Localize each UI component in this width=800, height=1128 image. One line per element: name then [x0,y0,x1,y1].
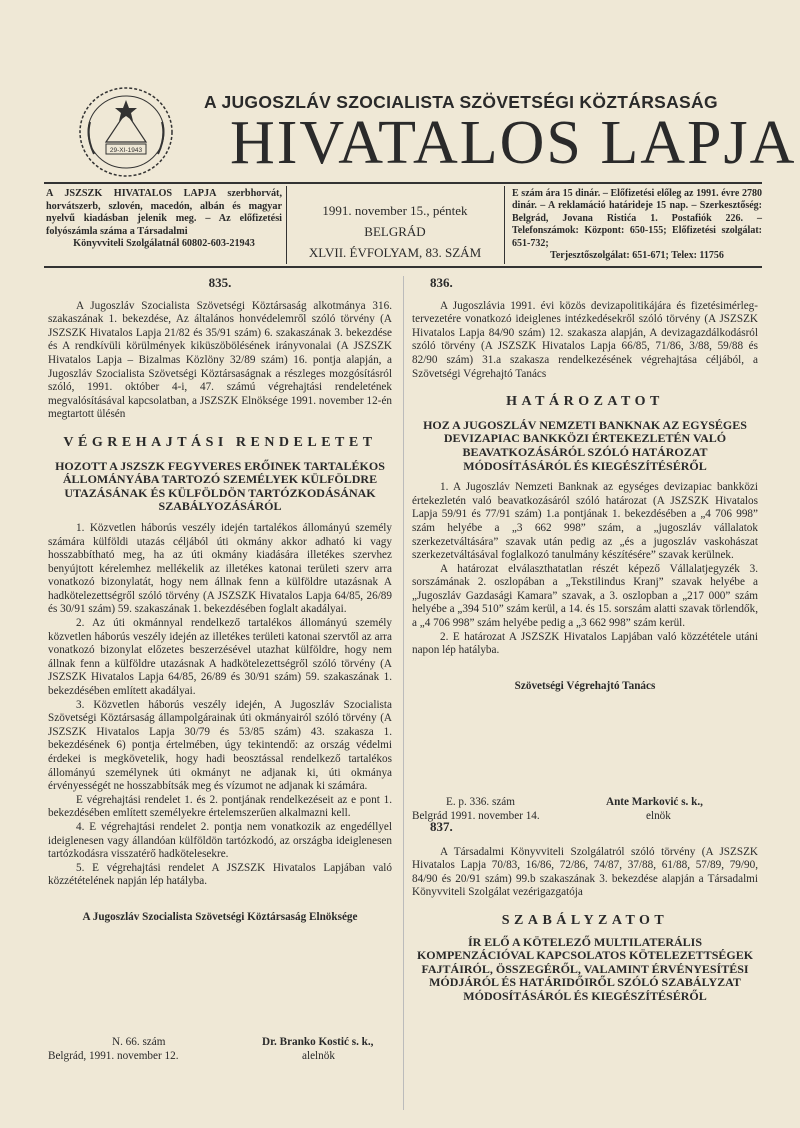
price-info [512,188,762,262]
act-836-point-1: 1. A Jugoszláv Nemzeti Banknak az egységes devizapiac bankközi értekezletén való beavatkozásáról szóló határozat (A JSZSZK Hivatalos Lapja 59/91 és 77/91 szám) 1.a pontjának 1. bekezdésében a „4 706 998” szám helyébe a „3 662 998” szám, a „jugoszláv vállalatok szerkezetváltására” szavak után pedig az „és a jugoszláv vaskohászat szerkezetváltásával foglalkozó tanulmány készítésére” szavak kerülnek. [412,481,758,562]
act-835-point-1: 1. Közvetlen háborús veszély idején tartalékos állományú személy számára külföldi utazás céljából úti okmány akkor adható ki vagy hosszabbítható meg, ha az úti okmány kiadására illetékes szervhez benyújtott kérelemhez mellékelik az illetékes katonai területi szerv arra vonatkozó bizonylatát, hogy nem állnak fenn a külföldre utazásnak A hadkötelezettségről szóló törvény (A JSZSZK Hivatalos Lapja 64/85, 26/89 és 30/91 szám) 59. szakaszának 1. bekezdésében foglalt akadályai. [48,521,392,616]
header-divider-left [286,186,287,264]
act-836-signer-body: Szövetségi Végrehajtó Tanács [514,679,656,692]
publisher-info-account: Könyvviteli Szolgálatnál 60802-603-21943 [73,238,255,250]
act-836-preamble: A Jugoszlávia 1991. évi közös devizapolitikájára és fizetésimérleg-tervezetére vonatkozó ideiglenes intézkedésekről szóló törvény (A JSZSZK Hivatalos Lapja 84/90 szám) 12. szakasza alapján, A devizagazdálkodásról szóló törvény (A JSZSZK Hivatalos Lapja 66/85, 71/86, 3/88, 59/88 és 82/90 szám) 31.a szakasza rendelkezésének végrehajtása céljából, a Szövetségi Végrehajtó Tanács [412,299,758,380]
act-836-heading: HOZ A JUGOSZLÁV NEMZETI BANKNAK AZ EGYSÉGES DEVIZAPIAC BANKKÖZI ÉRTEKEZLETÉN VALÓ BEAVATKOZÁSÁRÓL SZÓLÓ HATÁROZAT MÓDOSÍTÁSÁRÓL ÉS KIEGÉSZÍTÉSÉRŐL [423,417,747,473]
act-835-signer-role: alelnök [302,1050,335,1062]
act-835-preamble: A Jugoszláv Szocialista Szövetségi Köztársaság alkotmánya 316. szakaszának 1. bekezdése, Az általános honvédelemről szóló törvény (A JSZSZK Hivatalos Lapja 21/82 és 35/91 szám) 6. szakaszának 3. bekezdése és A rendkívüli körülmények kiküszöbölésének irányvonalai (A JSZSZK Hivatalos Lapja – Bizalmas Közlöny 32/89 szám) 16. pontja alapján, a Jugoszláv Szocialista Szövetségi Köztársaságnak a részleges mozgósításról szóló, 1991. október 4-i, 47. számú végrehajtási rendeletének megvalósításával kapcsolatban, a JSZSZK Elnöksége 1991. november 12-én megtartott ülésén [48,299,392,421]
issue-info [292,200,498,263]
act-835-heading: HOZOTT A JSZSZK FEGYVERES ERŐINEK TARTALÉKOS ÁLLOMÁNYÁBA TARTOZÓ SZEMÉLYEK KÜLFÖLDRE UTAZÁSÁNAK ÉS KÜLFÖLDÖN TARTÓZKODÁSÁNAK SZABÁLYOZÁSÁRÓL [55,458,385,514]
act-835-point-5: 5. E végrehajtási rendelet A JSZSZK Hivatalos Lapjában való közzétételének napján lép hatályba. [48,861,392,888]
act-number-837: 837. [430,819,453,834]
issue-date: 1991. november 15., péntek [322,203,468,218]
act-835-ref-no: N. 66. szám [112,1036,166,1048]
right-column-837 [412,820,758,1004]
act-number-836: 836. [430,275,453,290]
act-835-point-4: 4. E végrehajtási rendelet 2. pontja nem vonatkozik az engedéllyel ideiglenesen vagy állandóan külföldön tartózkodó, az országba ideiglenesen tartózkodásra visszatérő hadkötelesekre. [48,820,392,861]
publisher-info [46,188,282,251]
price-info-contacts: Terjesztőszolgálat: 651-671; Telex: 11756 [550,250,724,262]
left-column [48,276,392,925]
act-837-type: SZABÁLYZATOT [501,912,669,928]
act-835-signer-name: Dr. Branko Kostić s. k., [262,1036,374,1048]
state-emblem-icon [76,82,176,182]
country-name: A JUGOSZLÁV SZOCIALISTA SZÖVETSÉGI KÖZTÁRSASÁG [204,92,718,112]
masthead-rule-bottom [44,266,762,268]
act-836-point-2: 2. E határozat A JSZSZK Hivatalos Lapjában való közzététele utáni napon lép hatályba. [412,630,758,657]
act-837-heading: ÍR ELŐ A KÖTELEZŐ MULTILATERÁLIS KOMPENZÁCIÓVAL KAPCSOLATOS KÖTELEZETTSÉGEK FAJTÁIRÓL, ÖSSZEGÉRŐL, VALAMINT ÉRVÉNYESÍTÉSI MÓDJÁRÓL ÉS HATÁRIDŐIRŐL SZÓLÓ SZABÁLYZAT MÓDOSÍTÁSÁRÓL ÉS KIEGÉSZÍTÉSÉRŐL [416,934,754,1003]
act-835-ref-place: Belgrád, 1991. november 12. [48,1050,179,1062]
act-836-ref-no: E. p. 336. szám [446,796,515,808]
act-835-signer-body: A Jugoszláv Szocialista Szövetségi Köztársaság Elnöksége [82,910,358,923]
masthead-rule-top [44,182,762,184]
act-836-ref-place: Belgrád 1991. november 14. [412,810,540,822]
act-835-point-3b: E végrehajtási rendelet 1. és 2. pontjának rendelkezéseit az e pont 1. bekezdésében említett személyekre értelemszerűen alkalmazni kell. [48,793,392,820]
act-836-type: HATÁROZATOT [506,394,664,410]
act-835-point-3: 3. Közvetlen háborús veszély idején, A Jugoszláv Szocialista Szövetségi Köztársaság állampolgárainak úti okmányairól szóló törvény (A JSZSZK Hivatalos Lapja 30/79 és 53/85 szám) 43. szakasza 1. bekezdésének 6) pontja értelmében, úgy tekintendő: az ország védelmi érdekei is megkövetelik, hogy hadi beosztással rendelkező tartalékos állományú személynek úti okmányt ne adjanak ki, úti okmánya érvényességét ne hosszabbítsák meg és vízumot ne adjanak ki számára. [48,698,392,793]
act-836-signer-name: Ante Marković s. k., [606,796,703,808]
publisher-info-text: A JSZSZK HIVATALOS LAPJA szerbhorvát, horvátszerb, szlovén, macedón, albán és magyar nyelvű kiadásban jelenik meg. – Az előfizetési folyószámla száma a Társadalmi [46,188,282,237]
act-number-835: 835. [208,275,232,290]
act-836-signer-role: elnök [646,810,671,822]
gazette-title: HIVATALOS LAPJA [230,109,797,177]
act-837-preamble: A Társadalmi Könyvviteli Szolgálatról szóló törvény (A JSZSZK Hivatalos Lapja 70/83, 16/86, 72/86, 74/87, 37/88, 61/88, 57/89, 79/90, 84/90 és 20/91 szám) 99.b szakaszának 3. bekezdése alapján a Társadalmi Könyvviteli Szolgálat vezérigazgatója [412,845,758,899]
act-836-point-1b: A határozat elválaszthatatlan részét képező Vállalatjegyzék 3. sorszámának 2. oszlopában a „Tekstilindus Kranj” szavak helyébe a „Jugoszláv Gazdasági Kamara” szavak, a 3. oszlopban a „217 000” szám helyébe a „394 510” szám kerül, a 14. és 15. sorszám alatti szavak törlendők, a „4 706 998” szám helyébe pedig a „3 662 998” szám kerül. [412,562,758,630]
price-info-text: E szám ára 15 dinár. – Előfizetési előleg az 1991. évre 2780 dinár. – A reklamáció határideje 15 nap. – Szerkesztőség: Belgrád, Jovana Ristića 1. Postafiók 226. – Telefonszámok: Központ: 650-155; Előfizetési szolgálat: 651-732; [512,188,762,249]
act-835-point-2: 2. Az úti okmánnyal rendelkező tartalékos állományú személy közvetlen háborús veszély idején az illetékes területi katonai szervtől az arra vonatkozó bizonylat előzetes beszerzésével utazhat külföldre, hogy nem állnak fenn a külföldre utazásnak A hadkötelezettségről szóló törvény (A JSZSZK Hivatalos Lapja 64/85, 26/89 és 30/91 szám) 59. szakaszának 1. bekezdésében említett akadályai. [48,617,392,698]
issue-place: BELGRÁD [364,224,426,239]
header-divider-right [504,186,505,264]
act-835-type: VÉGREHAJTÁSI RENDELETET [63,434,377,450]
emblem-date: 29-XI-1943 [109,147,143,154]
column-divider [403,276,404,1110]
right-column [412,276,758,693]
issue-volume: XLVII. ÉVFOLYAM, 83. SZÁM [308,245,482,260]
